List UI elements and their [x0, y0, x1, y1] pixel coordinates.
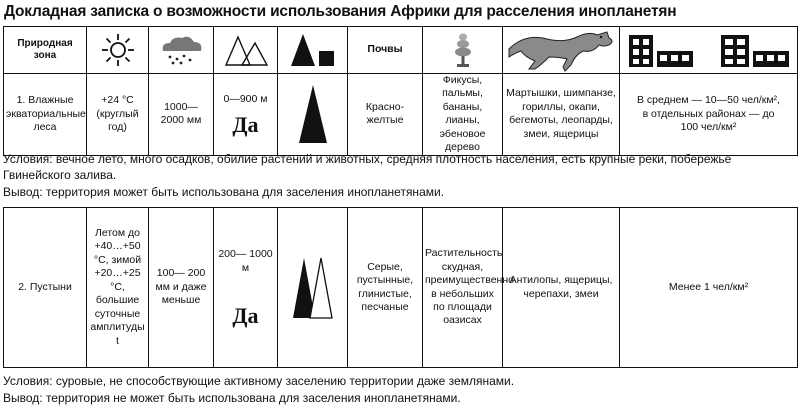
- conditions-text: Условия: вечное лето, много осадков, обилие растений и животных, средняя плотность населения, есть крупные реки, побережье Гвинейского залива.: [3, 152, 732, 183]
- elevation-cell: [214, 208, 278, 368]
- temperature-cell: +24 °С (круглый год): [87, 74, 149, 156]
- vegetation-cell: Растительность скудная, преимущественно в небольших по площади оазисах: [423, 208, 503, 368]
- header-soils: Почвы: [348, 27, 423, 74]
- elevation-triangle-cell: [278, 74, 348, 156]
- temperature-cell: Летом до +40…+50 °С, зимой +20…+25 °С, большие суточные амплитуды t: [87, 208, 149, 368]
- rain-cloud-icon: [149, 27, 214, 74]
- predator-icon: [503, 27, 620, 74]
- zone-cell: 1. Влажные экваториальные леса: [4, 74, 87, 156]
- elevation-value: 200— 1000 м: [218, 248, 273, 274]
- density-cell: В среднем — 10—50 чел/км², в отдельных районах — до 100 чел/км²: [620, 74, 798, 156]
- elevation-value: 0—900 м: [223, 92, 268, 105]
- elevation-cell: [214, 74, 278, 156]
- soils-cell: Красно-желтые: [348, 74, 423, 156]
- table-equatorial-forests: [3, 26, 798, 156]
- table-deserts: [3, 207, 798, 368]
- verdict-label: Да: [232, 302, 259, 328]
- animals-cell: Антилопы, ящерицы, черепахи, змеи: [503, 208, 620, 368]
- elevation-icon: [278, 27, 348, 74]
- header-row: [4, 27, 798, 74]
- conditions-text: Условия: суровые, не способствующие активному заселению территории даже землянами.: [3, 374, 515, 388]
- table-row: [4, 208, 798, 368]
- zone-cell: 2. Пустыни: [4, 208, 87, 368]
- header-zone: Природная зона: [4, 27, 87, 74]
- mountains-icon: [214, 27, 278, 74]
- elevation-triangles-cell: [278, 208, 348, 368]
- conclusion-text: Вывод: территория может быть использована для заселения инопланетянами.: [3, 185, 445, 199]
- soils-cell: Серые, пустынные, глинистые, песчаные: [348, 208, 423, 368]
- table-row: [4, 74, 798, 156]
- buildings-icon: [620, 27, 798, 74]
- conclusion-text: Вывод: территория не может быть использована для заселения инопланетянами.: [3, 391, 461, 405]
- density-cell: Менее 1 чел/км²: [620, 208, 798, 368]
- sun-icon: [87, 27, 149, 74]
- precipitation-cell: 1000— 2000 мм: [149, 74, 214, 156]
- tree-icon: [423, 27, 503, 74]
- document-title: Докладная записка о возможности использования Африки для расселения инопланетян: [4, 3, 677, 20]
- vegetation-cell: Фикусы, пальмы, бананы, лианы, эбеновое дерево: [423, 74, 503, 156]
- animals-cell: Мартышки, шимпанзе, гориллы, окапи, бегемоты, леопарды, змеи, ящерицы: [503, 74, 620, 156]
- verdict-label: Да: [232, 112, 259, 138]
- precipitation-cell: 100— 200 мм и даже меньше: [149, 208, 214, 368]
